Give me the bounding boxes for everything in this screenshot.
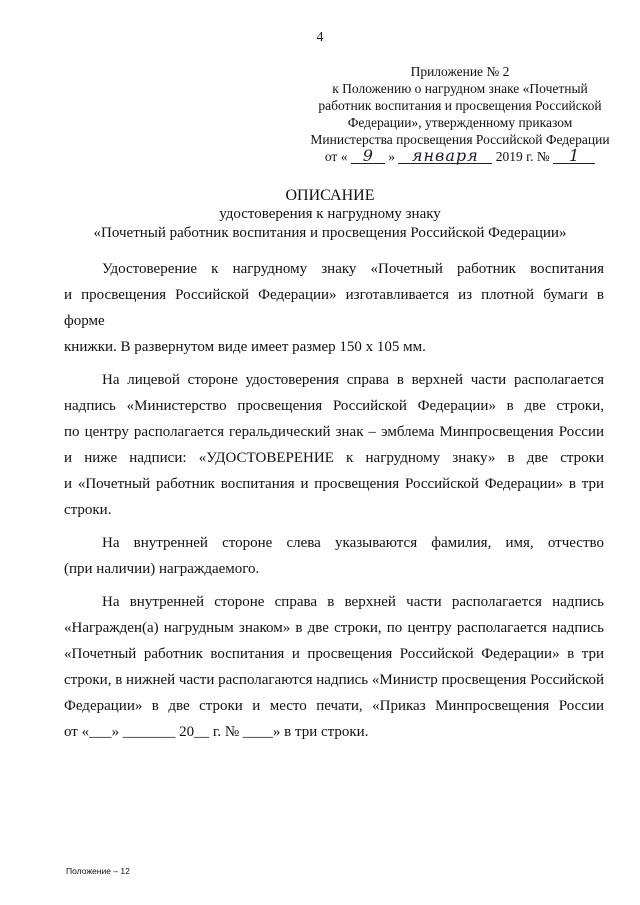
handwritten-day: 9	[351, 149, 385, 164]
title-subtitle: «Почетный работник воспитания и просвещения Российской Федерации»	[93, 225, 567, 241]
paragraph	[64, 589, 604, 745]
text-line: по центру располагается геральдический знак – эмблема Минпросвещения России	[64, 424, 604, 440]
order-date-line	[300, 148, 620, 165]
year-text: 2019 г. №	[495, 149, 550, 164]
text-line: Федерации» в две строки и место печати, «Приказ Минпросвещения России	[64, 698, 604, 714]
text-line: (при наличии) награждаемого.	[64, 561, 260, 577]
document-body	[64, 256, 604, 752]
date-mid: »	[388, 149, 395, 164]
text-line: строки.	[64, 502, 112, 518]
paragraph	[64, 367, 604, 523]
text-line: надпись «Министерство просвещения Российской Федерации» в две строки,	[64, 398, 604, 414]
text-line: На внутренней стороне слева указываются фамилия, имя, отчество	[102, 535, 604, 551]
title-subtitle: удостоверения к нагрудному знаку	[219, 206, 441, 222]
date-prefix: от «	[324, 149, 348, 164]
appendix-line: к Положению о нагрудном знаке «Почетный	[332, 81, 588, 96]
text-line: и «Почетный работник воспитания и просвещения Российской Федерации» в три	[64, 476, 604, 492]
text-line: Удостоверение к нагрудному знаку «Почетный работник воспитания	[102, 261, 604, 277]
page-number: 4	[316, 30, 324, 45]
appendix-line: работник воспитания и просвещения Российской	[318, 98, 602, 113]
paragraph	[64, 256, 604, 360]
text-line: и ниже надписи: «УДОСТОВЕРЕНИЕ к нагрудному знаку» в две строки	[64, 450, 604, 466]
footer-note: Положение – 12	[66, 866, 130, 876]
handwritten-month: января	[398, 149, 492, 164]
text-line: и просвещения Российской Федерации» изготавливается из плотной бумаги в форме	[64, 287, 604, 329]
paragraph	[64, 530, 604, 582]
appendix-line: Федерации», утвержденному приказом	[347, 115, 573, 130]
appendix-line: Приложение № 2	[410, 64, 510, 79]
text-line: На внутренней стороне справа в верхней части располагается надпись	[102, 594, 604, 610]
text-line: «Почетный работник воспитания и просвещения Российской Федерации» в три	[64, 646, 604, 662]
text-line: книжки. В развернутом виде имеет размер 150 x 105 мм.	[64, 339, 426, 355]
appendix-line: Министерства просвещения Российской Федерации	[310, 132, 610, 147]
text-line: На лицевой стороне удостоверения справа в верхней части располагается	[102, 372, 604, 388]
appendix-header	[300, 63, 620, 165]
title-heading: ОПИСАНИЕ	[285, 187, 375, 204]
text-line: от «___» _______ 20__ г. № ____» в три строки.	[64, 724, 369, 740]
text-line: «Награжден(а) нагрудным знаком» в две строки, по центру располагается надпись	[64, 620, 604, 636]
text-line: строки, в нижней части располагаются надпись «Министр просвещения Российской	[64, 672, 604, 688]
handwritten-order-number: 1	[553, 149, 595, 164]
document-title	[40, 186, 620, 243]
